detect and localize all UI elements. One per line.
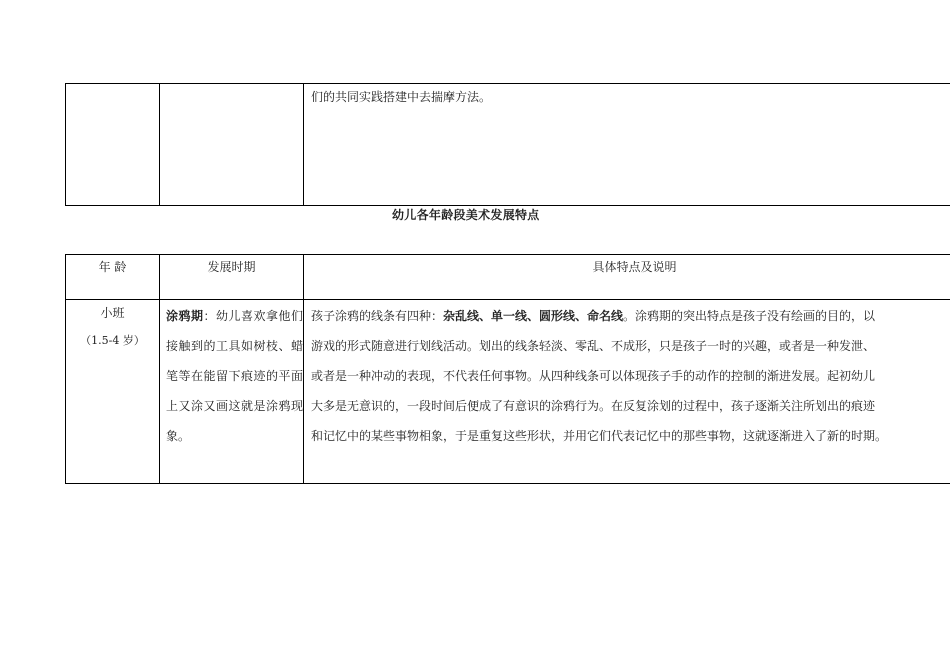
art-development-table <box>65 254 950 484</box>
table-row <box>66 300 950 484</box>
period-cell <box>160 300 304 484</box>
age-cell <box>66 300 160 484</box>
details-line: 孩子涂鸦的线条有四种：杂乱线、单一线、圆形线、命名线。涂鸦期的突出特点是孩子没有绘画的目的，以 <box>311 309 876 323</box>
table-cell <box>66 84 160 206</box>
details-line: 游戏的形式随意进行划线活动。划出的线条轻淡、零乱、不成形，只是孩子一时的兴趣，或者是一种发泄、 <box>311 339 876 353</box>
table-row <box>66 84 950 206</box>
details-line: 或者是一种冲动的表现，不代表任何事物。从四种线条可以体现孩子手的动作的控制的渐进发展。起初幼儿 <box>311 369 876 383</box>
continuation-table <box>65 83 950 206</box>
period-description: ：幼儿喜欢拿他们接触到的工具如树枝、蜡笔等在能留下痕迹的平面上又涂又画这就是涂鸦现象。 <box>166 309 303 443</box>
table-cell <box>304 84 950 206</box>
period-name: 涂鸦期 <box>166 309 204 323</box>
details-line: 和记忆中的某些事物相象，于是重复这些形状，并用它们代表记忆中的那些事物，这就逐渐进入了新的时期。 <box>311 429 888 443</box>
header-row <box>66 255 950 300</box>
line-types: 杂乱线、单一线、圆形线、命名线 <box>443 309 624 323</box>
age-label: 小班 <box>100 306 125 320</box>
section-title: 幼儿各年龄段美术发展特点 <box>392 208 540 222</box>
table-cell <box>160 84 304 206</box>
details-line: 大多是无意识的，一段时间后便成了有意识的涂鸦行为。在反复涂划的过程中，孩子逐渐关注所划出的痕迹 <box>311 399 876 413</box>
age-range: （1.5-4 岁） <box>80 334 145 347</box>
header-age: 年 龄 <box>66 255 160 300</box>
header-details: 具体特点及说明 <box>304 255 950 300</box>
details-cell <box>304 300 950 484</box>
header-period: 发展时期 <box>160 255 304 300</box>
cell-text: 们的共同实践搭建中去揣摩方法。 <box>311 90 492 104</box>
